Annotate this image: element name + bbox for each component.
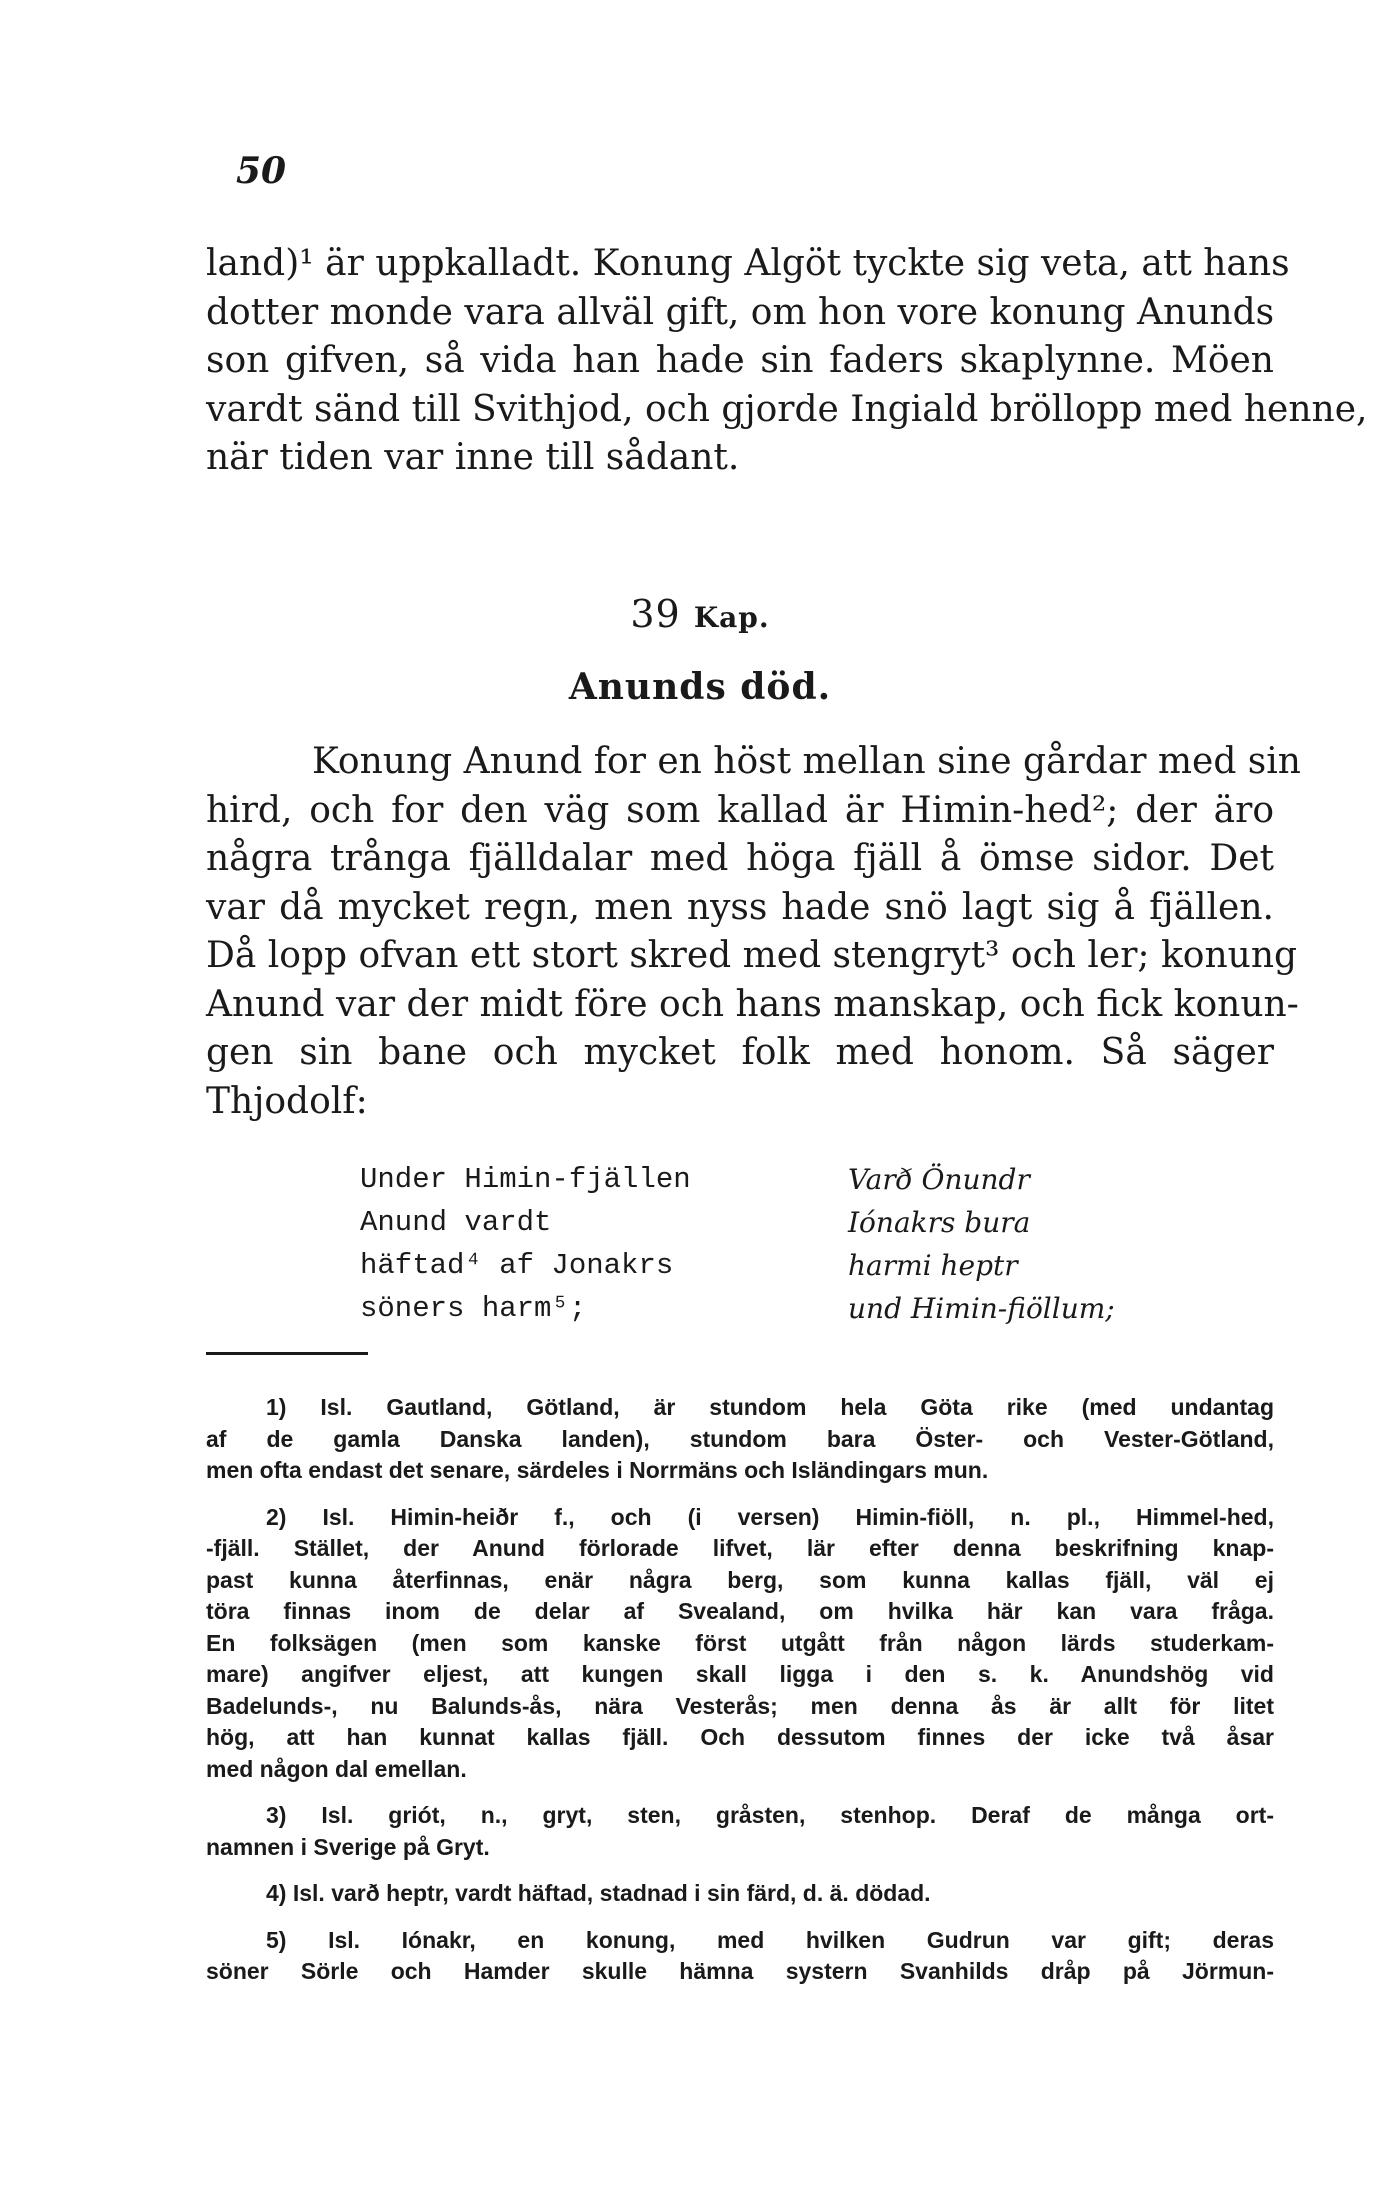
footnote-4 bbox=[206, 1878, 1274, 1910]
footnote-line: med någon dal emellan. bbox=[206, 1755, 467, 1782]
verse-icelandic bbox=[848, 1158, 1115, 1330]
footnote-line: mare) angifver eljest, att kungen skall ligga i den s. k. Anundshög vid bbox=[206, 1661, 1274, 1687]
chapter-label: Kap. bbox=[693, 601, 770, 634]
intro-paragraph bbox=[206, 240, 1368, 483]
footnote-line: namnen i Sverige på Gryt. bbox=[206, 1833, 490, 1860]
text-line: hird, och for den väg som kallad är Himin-hed²; der äro bbox=[206, 789, 1274, 831]
text-line: Då lopp ofvan ett stort skred med stengryt³ och ler; konung bbox=[206, 935, 1298, 976]
text-line: Thjodolf: bbox=[206, 1080, 368, 1122]
text-line: var då mycket regn, men nyss hade snö lagt sig å fjällen. bbox=[206, 886, 1274, 928]
footnote-5 bbox=[206, 1925, 1274, 1988]
footnote-line: söner Sörle och Hamder skulle hämna systern Svanhilds dråp på Jörmun- bbox=[206, 1958, 1274, 1984]
text-line: dotter monde vara allväl gift, om hon vore konung Anunds bbox=[206, 291, 1275, 333]
footnote-3 bbox=[206, 1800, 1274, 1863]
footnote-line: töra finnas inom de delar af Svealand, om hvilka här kan vara fråga. bbox=[206, 1598, 1274, 1624]
footnote-1 bbox=[206, 1392, 1274, 1487]
footnote-line: past kunna återfinnas, enär några berg, som kunna kallas fjäll, väl ej bbox=[206, 1566, 1274, 1593]
footnote-divider bbox=[206, 1352, 368, 1355]
footnote-line: af de gamla Danska landen), stundom bara Öster- och Vester-Götland, bbox=[206, 1425, 1274, 1452]
footnote-line: 2) Isl. Himin-heiðr f., och (i versen) Himin-fiöll, n. pl., Himmel-hed, bbox=[266, 1503, 1274, 1530]
text-line: Anund var der midt före och hans manskap, och fick konun- bbox=[206, 983, 1299, 1025]
footnote-line: hög, att han kunnat kallas fjäll. Och dessutom finnes der icke två åsar bbox=[206, 1724, 1274, 1750]
verse-line: Anund vardt bbox=[360, 1206, 552, 1239]
verse-line: Iónakrs bura bbox=[848, 1206, 1031, 1239]
footnote-2 bbox=[206, 1502, 1274, 1786]
footnotes bbox=[206, 1392, 1274, 2003]
footnote-line: 1) Isl. Gautland, Götland, är stundom hela Göta rike (med undantag bbox=[266, 1394, 1274, 1420]
footnote-line: 3) Isl. griót, n., gryt, sten, gråsten, stenhop. Deraf de många ort- bbox=[266, 1802, 1274, 1828]
footnote-line: men ofta endast det senare, särdeles i Norrmäns och Isländingars mun. bbox=[206, 1457, 989, 1483]
verse-line: harmi heptr bbox=[848, 1249, 1018, 1282]
body-paragraph bbox=[206, 738, 1301, 1126]
chapter-number: 39 bbox=[630, 592, 681, 636]
footnote-line: -fjäll. Stället, der Anund förlorade lifvet, lär efter denna beskrifning knap- bbox=[206, 1535, 1274, 1561]
verse-line: häftad⁴ af Jonakrs bbox=[360, 1249, 674, 1282]
text-line: några trånga fjälldalar med höga fjäll å ömse sidor. Det bbox=[206, 838, 1274, 879]
text-line: Konung Anund for en höst mellan sine gårdar med sin bbox=[312, 741, 1301, 782]
verse-swedish bbox=[360, 1158, 691, 1330]
text-line: gen sin bane och mycket folk med honom. Så säger bbox=[206, 1032, 1274, 1073]
verse-line: Under Himin-fjällen bbox=[360, 1163, 691, 1196]
text-line: land)¹ är uppkalladt. Konung Algöt tyckte sig veta, att hans bbox=[206, 243, 1290, 284]
footnote-line: En folksägen (men som kanske först utgått från någon lärds studerkam- bbox=[206, 1629, 1274, 1656]
verse-line: Varð Önundr bbox=[848, 1163, 1030, 1196]
chapter-heading bbox=[0, 592, 1400, 636]
footnote-line: 4) Isl. varð heptr, vardt häftad, stadnad i sin färd, d. ä. dödad. bbox=[266, 1880, 931, 1906]
text-line: son gifven, så vida han hade sin faders skaplynne. Möen bbox=[206, 340, 1274, 381]
verse-line: söners harm⁵; bbox=[360, 1292, 587, 1325]
chapter-title: Anunds död. bbox=[568, 666, 832, 708]
verse-line: und Himin-fiöllum; bbox=[848, 1292, 1115, 1325]
text-line: när tiden var inne till sådant. bbox=[206, 437, 740, 478]
footnote-line: 5) Isl. Iónakr, en konung, med hvilken Gudrun var gift; deras bbox=[266, 1926, 1274, 1953]
page-number: 50 bbox=[236, 150, 287, 192]
text-line: vardt sänd till Svithjod, och gjorde Ingiald bröllopp med henne, bbox=[206, 388, 1368, 430]
footnote-line: Badelunds-, nu Balunds-ås, nära Vesterås; men denna ås är allt för litet bbox=[206, 1692, 1274, 1719]
